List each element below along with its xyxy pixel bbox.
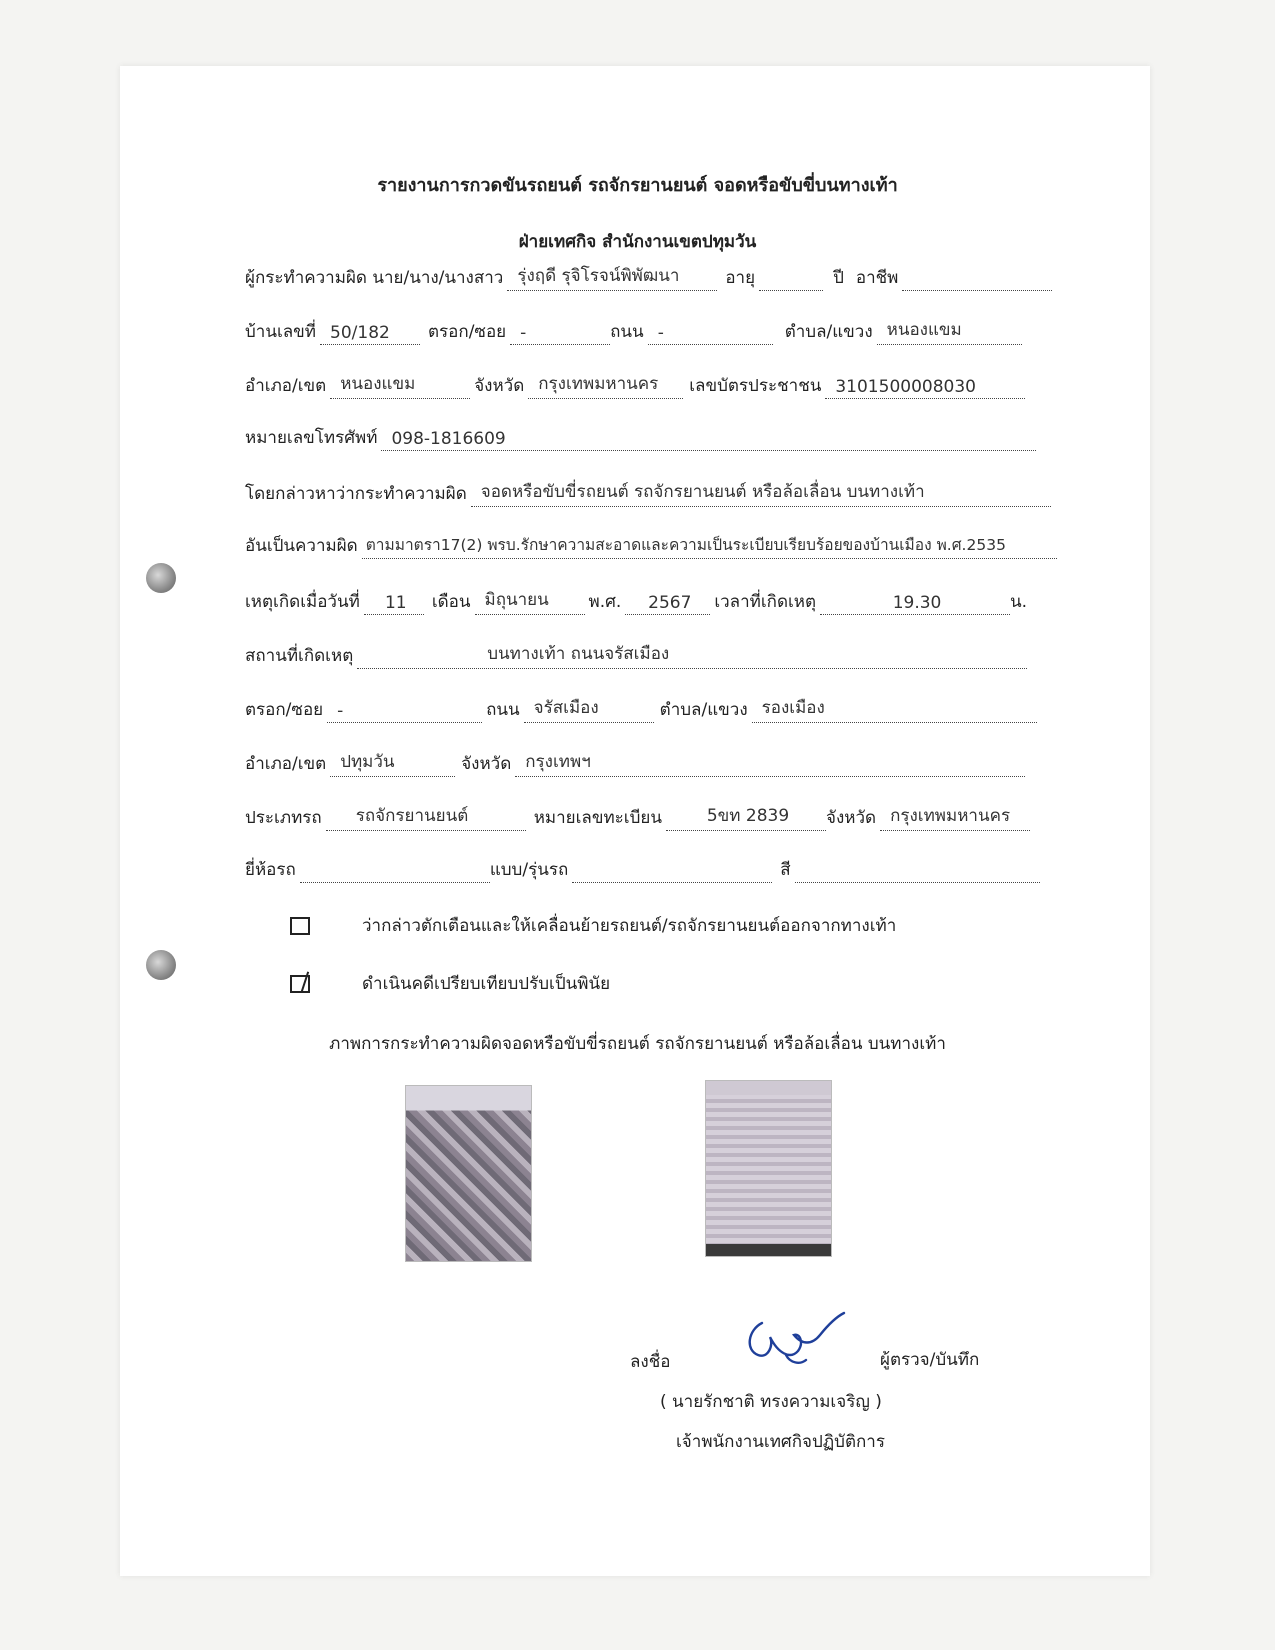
location-road-field[interactable]: จรัสเมือง bbox=[524, 694, 654, 723]
alleged-field[interactable]: จอดหรือขับขี่รถยนต์ รถจักรยานยนต์ หรือล้อเลื่อน บนทางเท้า bbox=[471, 478, 1051, 507]
location-province-field[interactable]: กรุงเทพฯ bbox=[515, 748, 1025, 777]
id-number-label: เลขบัตรประชาชน bbox=[689, 376, 822, 396]
fine-checkbox[interactable] bbox=[290, 975, 310, 993]
occupation-field[interactable] bbox=[902, 271, 1052, 291]
punch-hole bbox=[146, 563, 176, 593]
vehicle-type-field[interactable]: รถจักรยานยนต์ bbox=[326, 802, 526, 831]
house-row bbox=[245, 316, 1075, 345]
time-unit-label: น. bbox=[1010, 592, 1028, 612]
photo-caption: ภาพการกระทำความผิดจอดหรือขับขี่รถยนต์ รถจักรยานยนต์ หรือล้อเลื่อน บนทางเท้า bbox=[329, 1034, 946, 1054]
fine-option bbox=[290, 970, 610, 997]
time-field[interactable]: 19.30 bbox=[820, 593, 1010, 615]
check-mark-icon bbox=[293, 968, 309, 992]
evidence-photo-vehicle bbox=[405, 1085, 532, 1262]
location-soi-field[interactable]: - bbox=[327, 701, 482, 723]
signer-role: ผู้ตรวจ/บันทึก bbox=[880, 1350, 980, 1370]
month-field[interactable]: มิถุนายน bbox=[475, 586, 585, 615]
punch-hole bbox=[146, 950, 176, 980]
brand-row bbox=[245, 856, 1075, 883]
signer-position: เจ้าพนักงานเทศกิจปฏิบัติการ bbox=[676, 1432, 885, 1452]
place-field[interactable]: บนทางเท้า ถนนจรัสเมือง bbox=[357, 640, 1027, 669]
vehicle-type-label: ประเภทรถ bbox=[245, 808, 322, 828]
year-label: พ.ศ. bbox=[588, 592, 622, 612]
signature-icon bbox=[740, 1305, 850, 1370]
warning-option-label: ว่ากล่าวตักเตือนและให้เคลื่อนย้ายรถยนต์/รถจักรยานยนต์ออกจากทางเท้า bbox=[362, 916, 897, 936]
district-label: อำเภอ/เขต bbox=[245, 376, 327, 396]
datetime-row bbox=[245, 586, 1075, 615]
alleged-row bbox=[245, 478, 1075, 507]
location-district-label: อำเภอ/เขต bbox=[245, 754, 327, 774]
document-title: รายงานการกวดขันรถยนต์ รถจักรยานยนต์ จอดหรือขับขี่บนทางเท้า bbox=[377, 175, 898, 196]
fine-option-label: ดำเนินคดีเปรียบเทียบปรับเป็นพินัย bbox=[362, 974, 611, 994]
model-label: แบบ/รุ่นรถ bbox=[489, 860, 569, 880]
color-field[interactable] bbox=[795, 863, 1040, 883]
evidence-photo-document bbox=[705, 1080, 832, 1257]
warning-option bbox=[290, 912, 896, 939]
house-no-field[interactable]: 50/182 bbox=[320, 323, 420, 345]
plate-field[interactable]: 5ขท 2839 bbox=[666, 802, 826, 831]
occupation-label: อาชีพ bbox=[855, 268, 899, 288]
phone-field[interactable]: 098-1816609 bbox=[381, 429, 1036, 451]
soi-label: ตรอก/ซอย bbox=[428, 322, 507, 342]
plate-label: หมายเลขทะเบียน bbox=[533, 808, 662, 828]
location-soi-label: ตรอก/ซอย bbox=[245, 700, 324, 720]
violation-label: อันเป็นความผิด bbox=[245, 536, 358, 556]
age-field[interactable] bbox=[759, 271, 823, 291]
alleged-label: โดยกล่าวหาว่ากระทำความผิด bbox=[245, 484, 467, 504]
offender-name-label: ผู้กระทำความผิด นาย/นาง/นางสาว bbox=[245, 268, 504, 288]
color-label: สี bbox=[780, 860, 791, 880]
vehicle-row bbox=[245, 802, 1075, 831]
month-label: เดือน bbox=[431, 592, 471, 612]
id-number-field[interactable]: 3101500008030 bbox=[825, 377, 1025, 399]
road-label: ถนน bbox=[610, 322, 644, 342]
warning-checkbox[interactable] bbox=[290, 917, 310, 935]
district-row bbox=[245, 370, 1075, 399]
vehicle-province-field[interactable]: กรุงเทพมหานคร bbox=[880, 802, 1030, 831]
place-label: สถานที่เกิดเหตุ bbox=[245, 646, 354, 666]
year-unit-label: ปี bbox=[833, 268, 844, 288]
signer-name: ( นายรักชาติ ทรงความเจริญ ) bbox=[660, 1392, 882, 1412]
offender-row bbox=[245, 262, 1075, 291]
province-label: จังหวัด bbox=[474, 376, 525, 396]
year-field[interactable]: 2567 bbox=[625, 593, 710, 615]
place-row bbox=[245, 640, 1075, 669]
model-field[interactable] bbox=[572, 863, 772, 883]
violation-row bbox=[245, 532, 1075, 559]
brand-label: ยี่ห้อรถ bbox=[245, 860, 296, 880]
brand-field[interactable] bbox=[300, 863, 490, 883]
location-subdistrict-label: ตำบล/แขวง bbox=[659, 700, 748, 720]
date-label: เหตุเกิดเมื่อวันที่ bbox=[245, 592, 360, 612]
location-district-field[interactable]: ปทุมวัน bbox=[330, 748, 455, 777]
district-field[interactable]: หนองแขม bbox=[330, 370, 470, 399]
location-province-label: จังหวัด bbox=[461, 754, 512, 774]
offender-name-field[interactable]: รุ่งฤดี รุจิโรจน์พิพัฒนา bbox=[507, 262, 717, 291]
violation-field[interactable]: ตามมาตรา17(2) พรบ.รักษาความสะอาดและความเป็นระเบียบเรียบร้อยของบ้านเมือง พ.ศ.2535 bbox=[362, 532, 1057, 559]
province-field[interactable]: กรุงเทพมหานคร bbox=[528, 370, 683, 399]
vehicle-province-label: จังหวัด bbox=[826, 808, 877, 828]
soi-field[interactable]: - bbox=[510, 323, 610, 345]
subdistrict-label: ตำบล/แขวง bbox=[784, 322, 873, 342]
road-field[interactable]: - bbox=[648, 323, 773, 345]
subdistrict-field[interactable]: หนองแขม bbox=[877, 316, 1022, 345]
location-subdistrict-field[interactable]: รองเมือง bbox=[752, 694, 1037, 723]
phone-row bbox=[245, 424, 1075, 451]
document-subtitle: ฝ่ายเทศกิจ สำนักงานเขตปทุมวัน bbox=[518, 232, 757, 252]
sign-label: ลงชื่อ bbox=[630, 1352, 671, 1372]
time-label: เวลาที่เกิดเหตุ bbox=[714, 592, 817, 612]
house-no-label: บ้านเลขที่ bbox=[245, 322, 317, 342]
age-label: อายุ bbox=[725, 268, 756, 288]
location-road-label: ถนน bbox=[486, 700, 520, 720]
phone-label: หมายเลขโทรศัพท์ bbox=[245, 428, 378, 448]
day-field[interactable]: 11 bbox=[364, 593, 424, 615]
location-soi-row bbox=[245, 694, 1075, 723]
location-district-row bbox=[245, 748, 1075, 777]
